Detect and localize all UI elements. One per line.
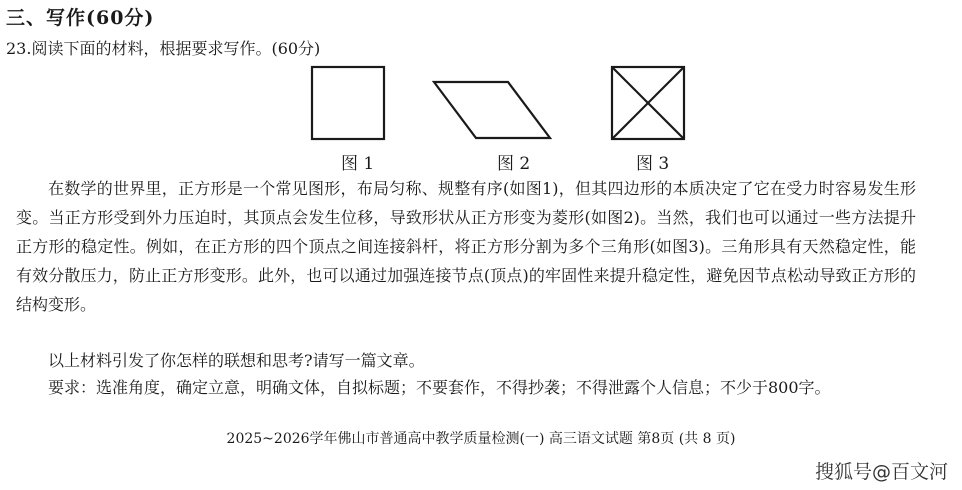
material-paragraph: 在数学的世界里，正方形是一个常见图形，布局匀称、规整有序(如图1)，但其四边形的本质决定了它在受力时容易发生形变。当正方形受到外力压迫时，其顶点会发生位移，导致形状从正方形变为菱形(如图2)。当然，我们也可以通过一些方法提升正方形的稳定性。例如，在正方形的四个顶点之间连接斜杆，将正方形分割为多个三角形(如图3)。三角形具有天然稳定性，能有效分散压力，防止正方形变形。此外，也可以通过加强连接节点(顶点)的牢固性来提升稳定性，避免因节点松动导致正方形的结构变形。 bbox=[16, 179, 916, 314]
figure-3-caption: 图 3 bbox=[636, 154, 670, 174]
figures-diagram bbox=[300, 60, 700, 142]
figure-2-caption: 图 2 bbox=[497, 154, 531, 174]
writing-requirements: 要求：选准角度，确定立意，明确文体，自拟标题；不要套作，不得抄袭；不得泄露个人信息；不少于800字。 bbox=[48, 378, 831, 397]
watermark: 搜狐号@百文河 bbox=[814, 461, 948, 483]
figure-1-square bbox=[312, 67, 384, 139]
page-footer: 2025~2026学年佛山市普通高中教学质量检测(一) 高三语文试题 第8页 (共 8 页) bbox=[226, 431, 736, 447]
question-prompt: 23.阅读下面的材料，根据要求写作。(60分) bbox=[6, 39, 321, 58]
writing-prompt: 以上材料引发了你怎样的联想和思考?请写一篇文章。 bbox=[48, 351, 425, 370]
figure-1-caption: 图 1 bbox=[341, 154, 375, 174]
section-title: 三、写作(60分) bbox=[6, 7, 155, 29]
figure-3-braced-square bbox=[612, 67, 684, 139]
figure-2-rhombus bbox=[434, 82, 550, 138]
